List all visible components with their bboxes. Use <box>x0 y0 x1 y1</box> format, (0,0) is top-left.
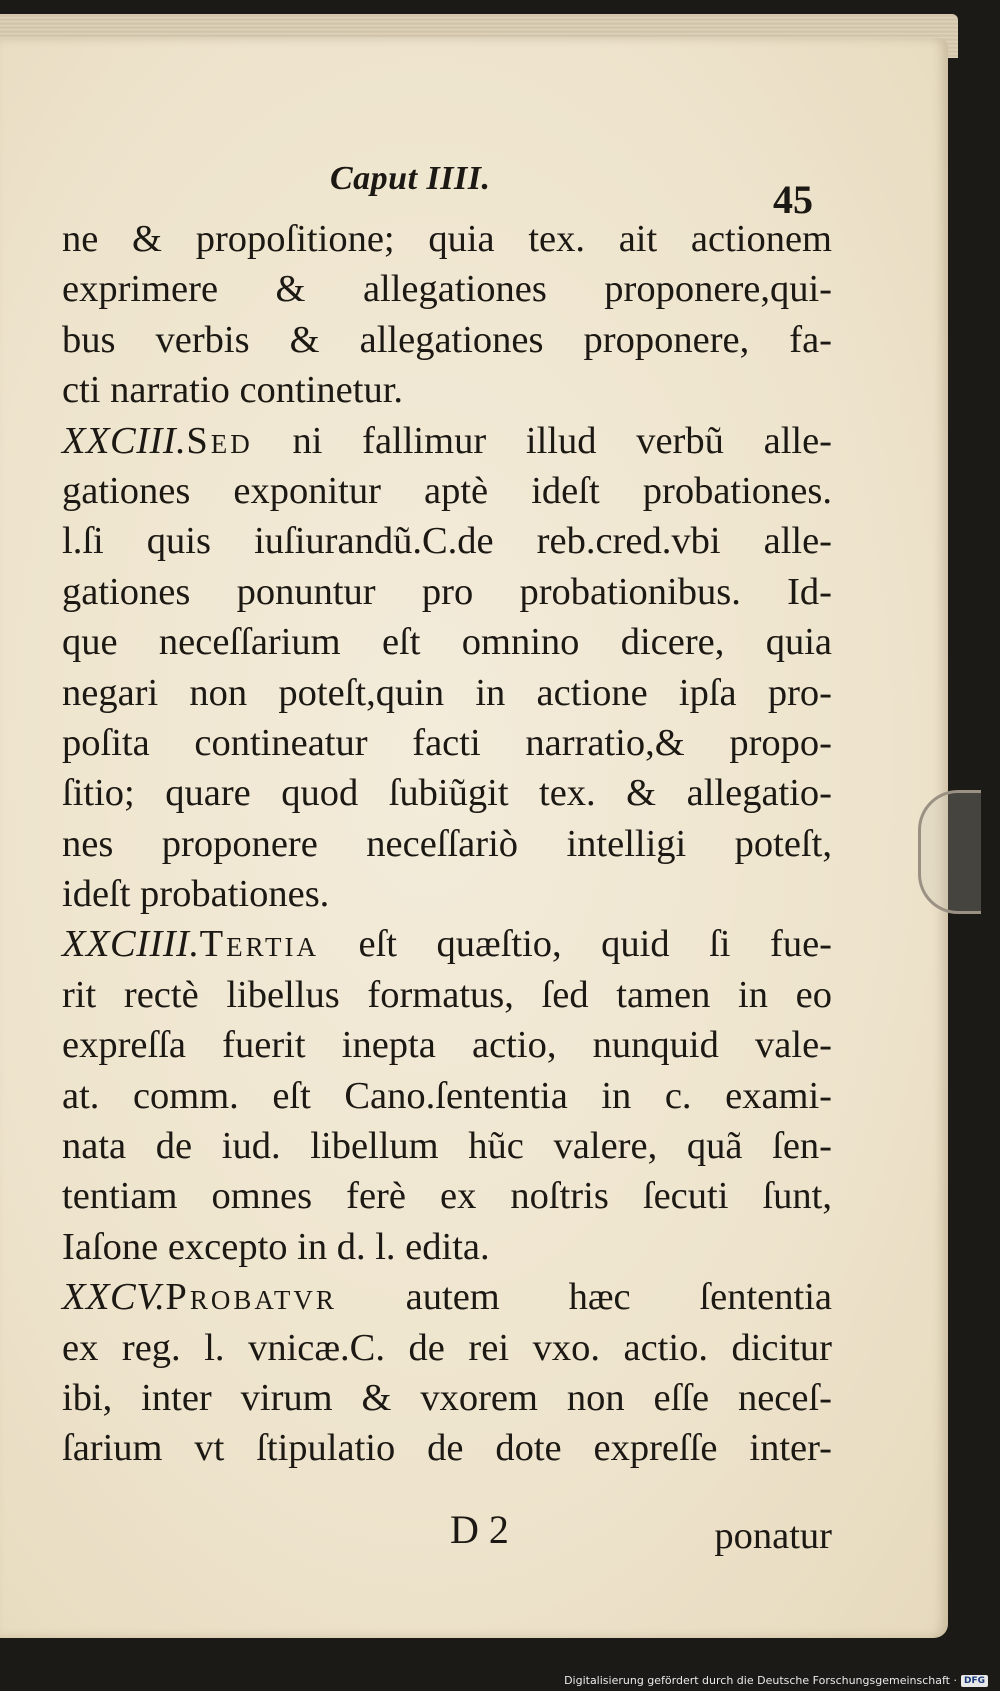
text-line <box>62 516 832 566</box>
line-text: ideſt probationes. <box>62 873 330 916</box>
line-text: nata de iud. libellum hũc valere, quã ſen- <box>62 1125 832 1168</box>
line-text: Iaſone excepto in d. l. edita. <box>62 1225 490 1268</box>
text-line <box>62 1171 832 1221</box>
line-text: ex reg. l. vnicæ.C. de rei vxo. actio. dicitur <box>62 1326 832 1369</box>
text-line <box>62 1020 832 1070</box>
line-text: gationes ponuntur pro probationibus. Id- <box>62 570 832 613</box>
text-line <box>62 617 832 667</box>
paragraph-lead-word: Probatvr <box>165 1276 337 1319</box>
paragraph-lead-word: Tertia <box>199 923 320 966</box>
line-text: tentiam omnes ferè ex noſtris ſecuti ſunt, <box>62 1175 832 1218</box>
text-line <box>62 1071 832 1121</box>
text-line <box>62 819 832 869</box>
line-text: l.ſi quis iuſiurandũ.C.de reb.cred.vbi alle- <box>62 520 832 563</box>
line-text: ibi, inter virum & vxorem non eſſe neceſ- <box>62 1376 832 1419</box>
digitization-credit <box>564 1674 988 1687</box>
line-text: rit rectè libellus formatus, ſed tamen in eo <box>62 973 832 1016</box>
signature-mark: D 2 <box>450 1507 509 1552</box>
line-text: ni fallimur illud verbũ alle- <box>252 419 832 462</box>
line-text: cti narratio continetur. <box>62 369 404 412</box>
text-line <box>62 416 832 466</box>
text-line <box>62 1272 832 1322</box>
line-text: autem hæc ſententia <box>336 1276 832 1319</box>
line-text: bus verbis & allegationes proponere, fa- <box>62 318 832 361</box>
text-line <box>62 315 832 365</box>
body-text <box>62 214 832 1474</box>
page-footer <box>62 1506 832 1566</box>
text-line <box>62 567 832 617</box>
page-number: 45 <box>773 177 813 222</box>
line-text: poſita contineatur facti narratio,& propo- <box>62 721 832 764</box>
line-text: exprimere & allegationes proponere,qui- <box>62 268 832 311</box>
line-text: at. comm. eſt Cano.ſententia in c. exami- <box>62 1074 832 1117</box>
paragraph-number: XXCV. <box>62 1276 166 1319</box>
text-line <box>62 365 832 415</box>
text-line <box>62 1323 832 1373</box>
page-clip <box>918 790 981 914</box>
text-line <box>62 264 832 314</box>
text-line <box>62 768 832 818</box>
text-line <box>62 1222 832 1272</box>
line-text: nes proponere neceſſariò intelligi poteſt, <box>62 822 832 865</box>
text-line <box>62 1121 832 1171</box>
text-line <box>62 718 832 768</box>
credit-text: Digitalisierung gefördert durch die Deutsche Forschungsgemeinschaft · <box>564 1674 957 1687</box>
text-line <box>62 919 832 969</box>
text-line <box>62 1423 832 1473</box>
paragraph-number: XXCIII. <box>62 419 187 462</box>
text-line <box>62 466 832 516</box>
line-text: gationes exponitur aptè ideſt probationes. <box>62 469 832 512</box>
line-text: negari non poteſt,quin in actione ipſa pro- <box>62 671 832 714</box>
dfg-logo: DFG <box>961 1675 988 1687</box>
text-line <box>62 869 832 919</box>
line-text: ne & propoſitione; quia tex. ait actionem <box>62 218 832 260</box>
paragraph-lead-word: Sed <box>186 419 253 462</box>
line-text: ſitio; quare quod ſubiũgit tex. & allegatio- <box>62 772 832 815</box>
catchword: ponatur <box>714 1515 832 1557</box>
line-text: ſarium vt ſtipulatio de dote expreſſe inter- <box>62 1427 832 1470</box>
line-text: eſt quæſtio, quid ſi fue- <box>319 923 832 966</box>
text-line <box>62 1373 832 1423</box>
running-head: Caput IIII. <box>330 160 491 197</box>
line-text: expreſſa fuerit inepta actio, nunquid vale- <box>62 1024 832 1067</box>
line-text: que neceſſarium eſt omnino dicere, quia <box>62 621 832 664</box>
book-page <box>0 38 948 1638</box>
text-line <box>62 214 832 264</box>
text-line <box>62 970 832 1020</box>
paragraph-number: XXCIIII. <box>62 923 200 966</box>
text-line <box>62 668 832 718</box>
